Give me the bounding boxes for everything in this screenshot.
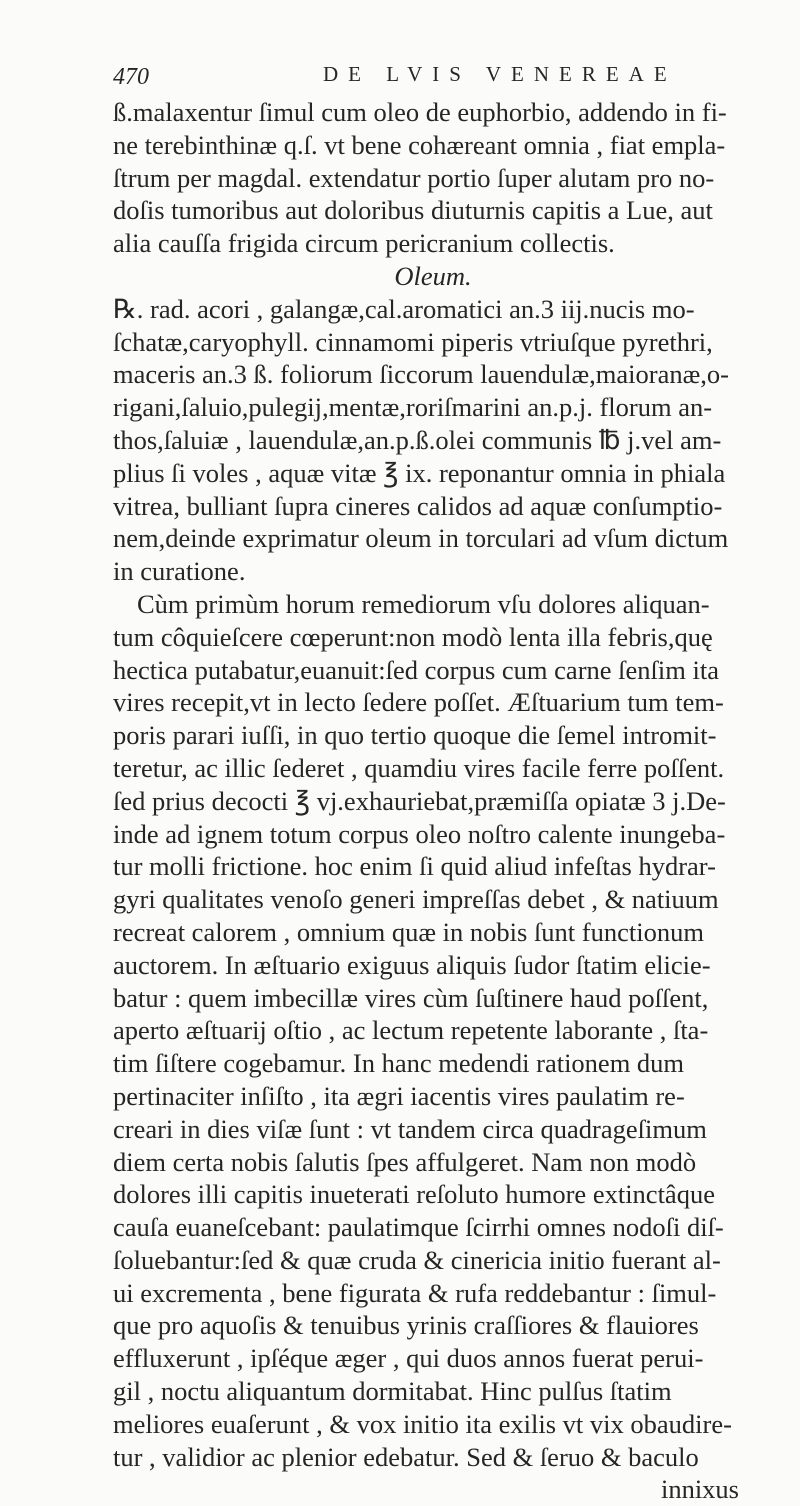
text-line: in curatione. (113, 556, 246, 587)
text-line: dolores illi capitis inueterati reſoluto humore extinctâque (113, 1179, 715, 1210)
text-line: Cùm primùm horum remediorum vſu dolores aliquan- (137, 588, 710, 619)
text-line: vitrea, bulliant ſupra cineres calidos ad aquæ conſumptio- (113, 490, 723, 521)
text-line: maceris an.3 ß. foliorum ſiccorum lauendulæ,maioranæ,o- (113, 359, 729, 390)
text-line: tur molli frictione. hoc enim ſi quid aliud infeſtas hydrar- (113, 851, 716, 882)
paragraph-curatio (113, 588, 753, 1474)
text-line: thos,ſaluiæ , lauendulæ,an.p.ß.olei communis ℔ j.vel am- (113, 424, 722, 455)
text-line: recreat calorem , omnium quæ in nobis ſunt functionum (113, 916, 704, 947)
text-line: effluxerunt , ipſéque æger , qui duos annos fuerat perui- (113, 1343, 704, 1374)
text-line: ℞. rad. acori , galangæ,cal.aromatici an.3 iij.nucis mo- (113, 293, 695, 324)
text-line: ſtrum per magdal. extendatur portio ſuper alutam pro no- (113, 162, 715, 193)
text-line: inde ad ignem totum corpus oleo noſtro calente inungeba- (113, 818, 726, 849)
paragraph-oleum (113, 293, 753, 588)
text-line: rigani,ſaluio,pulegij,mentæ,roriſmarini an.p.j. florum an- (113, 392, 713, 423)
text-line: gyri qualitates venoſo generi impreſſas debet , & natiuum (113, 884, 719, 915)
text-line: pertinaciter inſiſto , ita ægri iacentis vires paulatim re- (113, 1080, 685, 1111)
text-line: ſed prius decocti ℥ vj.exhauriebat,præmiſſa opiatæ 3 j.De- (113, 785, 726, 816)
text-line: ui excrementa , bene figurata & rufa reddebantur : ſimul- (113, 1277, 717, 1308)
text-line: poris parari iuſſi, in quo tertio quoque die ſemel intromit- (113, 720, 717, 751)
page-number: 470 (113, 64, 149, 90)
text-line: creari in dies viſæ ſunt : vt tandem circa quadrageſimum (113, 1113, 707, 1144)
running-title: DE LVIS VENEREAE (323, 62, 677, 86)
section-heading: Oleum. (394, 260, 472, 291)
text-line: meliores euaſerunt , & vox initio ita exilis vt vix obaudire- (113, 1408, 732, 1439)
text-line: vires recepit,vt in lecto ſedere poſſet. Æſtuarium tum tem- (113, 687, 724, 718)
text-line: aperto æſtuarij oſtio , ac lectum repetente laborante , ſta- (113, 1015, 709, 1046)
text-line: teretur, ac illic ſederet , quamdiu vires facile ferre poſſent. (113, 752, 725, 783)
text-line: ſchatæ,caryophyll. cinnamomi piperis vtriuſque pyrethri, (113, 326, 713, 357)
text-line: tur , validior ac plenior edebatur. Sed & ſeruo & baculo (113, 1441, 699, 1472)
text-line: tim ſiſtere cogebamur. In hanc medendi rationem dum (113, 1048, 685, 1079)
text-line: alia cauſſa frigida circum pericranium collectis. (113, 228, 615, 259)
catchword: innixus (660, 1474, 739, 1505)
body-text (113, 96, 753, 1506)
text-line: ſoluebantur:ſed & quæ cruda & cinericia initio fuerant al- (113, 1244, 721, 1275)
text-line: nem,deinde exprimatur oleum in torculari ad vſum dictum (113, 523, 729, 554)
paragraph-emplastrum (113, 96, 753, 260)
text-line: doſis tumoribus aut doloribus diuturnis capitis a Lue, aut (113, 195, 713, 226)
text-line: ß.malaxentur ſimul cum oleo de euphorbio, addendo in fi- (113, 97, 727, 127)
text-line: tum côquieſcere cœperunt:non modò lenta illa febris,quę (113, 621, 713, 652)
text-line: gil , noctu aliquantum dormitabat. Hinc pulſus ſtatim (113, 1376, 672, 1407)
text-line: que pro aquoſis & tenuibus yrinis craſſiores & flauiores (113, 1310, 699, 1341)
text-line: diem certa nobis ſalutis ſpes affulgeret. Nam non modò (113, 1146, 697, 1177)
text-line: auctorem. In æſtuario exiguus aliquis ſudor ſtatim elicie- (113, 949, 711, 980)
text-line: ne terebinthinæ q.ſ. vt bene cohæreant omnia , fiat empla- (113, 129, 726, 160)
text-line: hectica putabatur,euanuit:ſed corpus cum carne ſenſim ita (113, 654, 719, 685)
text-line: plius ſi voles , aquæ vitæ ℥ ix. reponantur omnia in phiala (113, 457, 726, 488)
page-header (113, 64, 740, 94)
text-line: batur : quem imbecillæ vires cùm ſuſtinere haud poſſent, (113, 982, 709, 1013)
text-line: cauſa euaneſcebant: paulatimque ſcirrhi omnes nodoſi diſ- (113, 1212, 724, 1243)
